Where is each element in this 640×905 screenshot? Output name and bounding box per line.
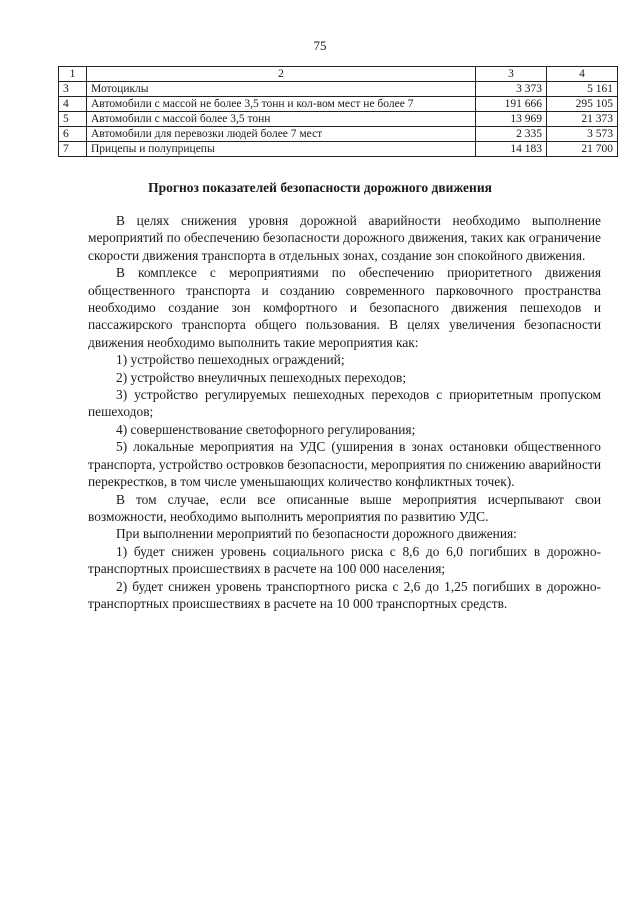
section-heading: Прогноз показателей безопасности дорожного движения	[148, 180, 492, 195]
vehicle-table	[58, 66, 618, 157]
row-name: Автомобили для перевозки людей более 7 мест	[87, 127, 476, 142]
table-header-cell: 3	[476, 67, 547, 82]
row-value-2: 295 105	[547, 97, 618, 112]
list-item: 4) совершенствование светофорного регулирования;	[116, 421, 416, 437]
row-name: Автомобили с массой не более 3,5 тонн и кол-вом мест не более 7	[87, 97, 476, 112]
list-item: 3) устройство регулируемых пешеходных переходов с приоритетным пропуском пешеходов;	[88, 387, 601, 420]
row-number: 3	[59, 82, 87, 97]
row-number: 6	[59, 127, 87, 142]
table-row	[59, 97, 618, 112]
row-name: Прицепы и полуприцепы	[87, 142, 476, 157]
row-value-1: 191 666	[476, 97, 547, 112]
paragraph: В целях снижения уровня дорожной аварийности необходимо выполнение мероприятий по обеспечению безопасности дорожного движения, таких как ограничение скорости движения транспорта в отдельных зонах, создание зон спокойного движения.	[88, 213, 601, 263]
row-value-2: 3 573	[547, 127, 618, 142]
paragraph: При выполнении мероприятий по безопасности дорожного движения:	[116, 526, 517, 542]
list-item: 1) устройство пешеходных ограждений;	[116, 352, 345, 368]
row-value-1: 2 335	[476, 127, 547, 142]
row-name: Мотоциклы	[87, 82, 476, 97]
row-value-1: 14 183	[476, 142, 547, 157]
row-number: 4	[59, 97, 87, 112]
table-header-cell: 4	[547, 67, 618, 82]
table-header-cell: 1	[59, 67, 87, 82]
list-item: 5) локальные мероприятия на УДС (уширения в зонах остановки общественного транспорта, устройство островков безопасности, мероприятия по снижению аварийности перекрестков, в том числе уменьшающих количество конфликтных точек).	[88, 439, 601, 490]
row-number: 7	[59, 142, 87, 157]
row-value-1: 3 373	[476, 82, 547, 97]
table-header-row	[59, 67, 618, 82]
row-value-2: 5 161	[547, 82, 618, 97]
body-text	[88, 212, 601, 612]
table-row	[59, 82, 618, 97]
list-item: 2) будет снижен уровень транспортного риска с 2,6 до 1,25 погибших в дорожно-транспортных происшествиях в расчете на 10 000 транспортных средств.	[88, 578, 601, 611]
table-row	[59, 112, 618, 127]
row-value-2: 21 373	[547, 112, 618, 127]
row-value-1: 13 969	[476, 112, 547, 127]
list-item: 2) устройство внеуличных пешеходных переходов;	[116, 369, 407, 385]
row-name: Автомобили с массой более 3,5 тонн	[87, 112, 476, 127]
table-header-cell: 2	[87, 67, 476, 82]
paragraph: В комплексе с мероприятиями по обеспечению приоритетного движения общественного транспорта и созданию современного парковочного пространства необходимо создание зон комфортного и безопасного движения пешеходов и пассажирского транспорта общего пользования. В целях увеличения безопасности движения необходимо выполнить такие мероприятия как:	[88, 265, 601, 350]
table-row	[59, 142, 618, 157]
table-row	[59, 127, 618, 142]
row-number: 5	[59, 112, 87, 127]
paragraph: В том случае, если все описанные выше мероприятия исчерпывают свои возможности, необходимо выполнить мероприятия по развитию УДС.	[88, 491, 601, 524]
page-number: 75	[313, 38, 327, 53]
list-item: 1) будет снижен уровень социального риска с 8,6 до 6,0 погибших в дорожно-транспортных происшествиях в расчете на 100 000 населения;	[88, 543, 601, 577]
row-value-2: 21 700	[547, 142, 618, 157]
